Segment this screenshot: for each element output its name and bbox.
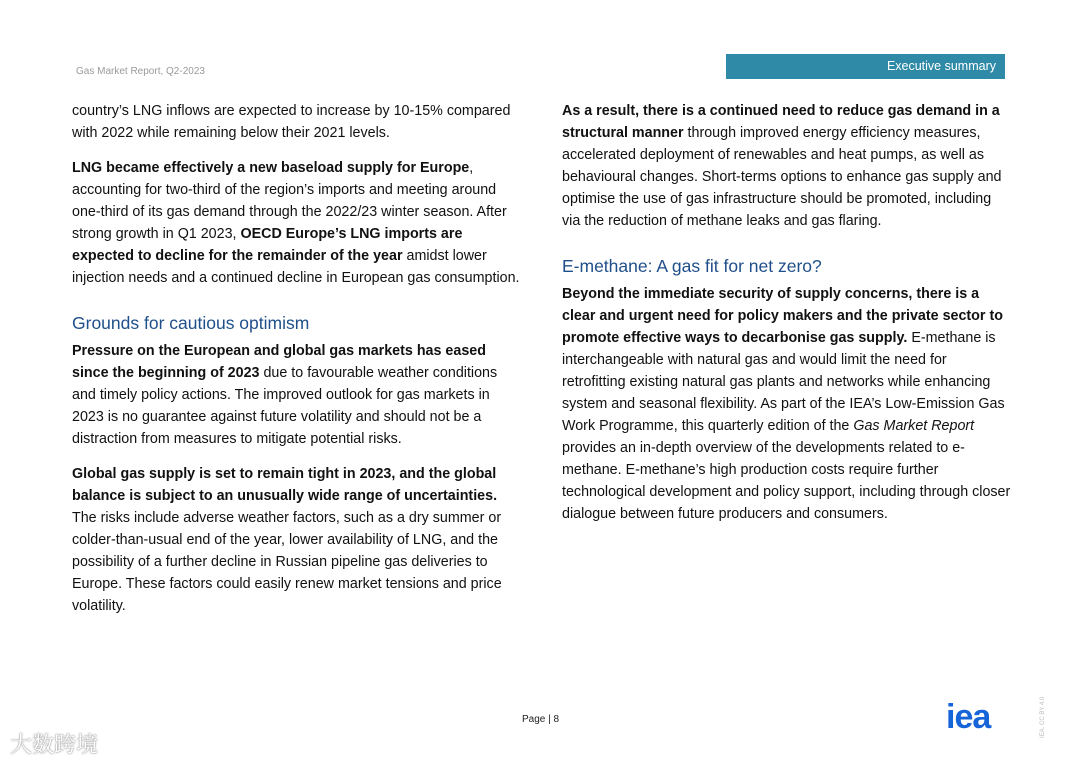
paragraph [562, 100, 1012, 232]
bold-text: Global gas supply is set to remain tight in 2023, and the global balance is subject to an unusually wide range of uncertainties. [72, 466, 498, 504]
text: E-methane: A gas fit for net zero? [562, 256, 822, 276]
bold-text: OECD Europe’s LNG imports are expected to decline for the remainder of the year [72, 226, 463, 264]
paragraph [72, 100, 524, 144]
bold-text: LNG became effectively a new baseload supply for Europe [72, 160, 470, 176]
bold-text: Pressure on the European and global gas markets has eased since the beginning of 2023 [72, 343, 486, 381]
paragraph [72, 340, 524, 450]
text: The risks include adverse weather factors, such as a dry summer or colder-than-usual end of the year, lower availability of LNG, and the possibility of a further decline in Russian pipeline gas deliveries to Europe. These factors could easily renew market tensions and price volatility. [72, 510, 502, 614]
text: due to favourable weather conditions and timely policy actions. The improved outlook for gas markets in 2023 is no guarantee against future volatility and should not be a distraction from measures to mitigate potential risks. [72, 365, 498, 447]
bold-text: As a result, there is a continued need to reduce gas demand in a structural manner [562, 103, 1000, 141]
paragraph [562, 283, 1012, 525]
text: provides an in-depth overview of the developments related to e-methane. E-methane’s high production costs require further technological development and policy support, including through closer dialogue between future producers and consumers. [562, 440, 1011, 522]
text: through improved energy efficiency measures, accelerated deployment of renewables and heat pumps, as well as behavioural changes. Short-terms options to enhance gas supply and optimise the use of gas infrastructure should be promoted, including via the reduction of methane leaks and gas flaring. [562, 125, 1002, 229]
right-column [562, 100, 1012, 538]
text: E-methane is interchangeable with natural gas and would limit the need for retrofitting existing natural gas plants and networks while enhancing system and seasonal flexibility. As part of the IEA’s Low-Emission Gas Work Programme, this quarterly edition of the [562, 330, 1005, 434]
iea-logo: iea [946, 698, 991, 736]
section-heading [72, 311, 524, 335]
paragraph [72, 463, 524, 617]
text: , accounting for two-third of the region’s imports and meeting around one-third of its gas demand through the 2022/23 winter season. After strong growth in Q1 2023, [72, 160, 507, 242]
bold-text: Beyond the immediate security of supply concerns, there is a clear and urgent need for policy makers and the private sector to promote effective ways to decarbonise gas supply. [562, 286, 1003, 346]
section-tab: Executive summary [726, 54, 1005, 79]
text: Grounds for cautious optimism [72, 313, 310, 333]
text: amidst lower injection needs and a continued decline in European gas consumption. [72, 248, 520, 286]
paragraph [72, 157, 524, 289]
left-column [72, 100, 524, 630]
license-text: IEA. CC BY 4.0 [1040, 696, 1046, 738]
text: country’s LNG inflows are expected to increase by 10-15% compared with 2022 while remaining below their 2021 levels. [72, 103, 511, 141]
section-heading [562, 254, 1012, 278]
page-number: Page | 8 [522, 714, 560, 725]
report-title: Gas Market Report, Q2-2023 [76, 66, 205, 77]
watermark: 大数跨境 [10, 732, 99, 757]
italic-text: Gas Market Report [853, 418, 975, 434]
